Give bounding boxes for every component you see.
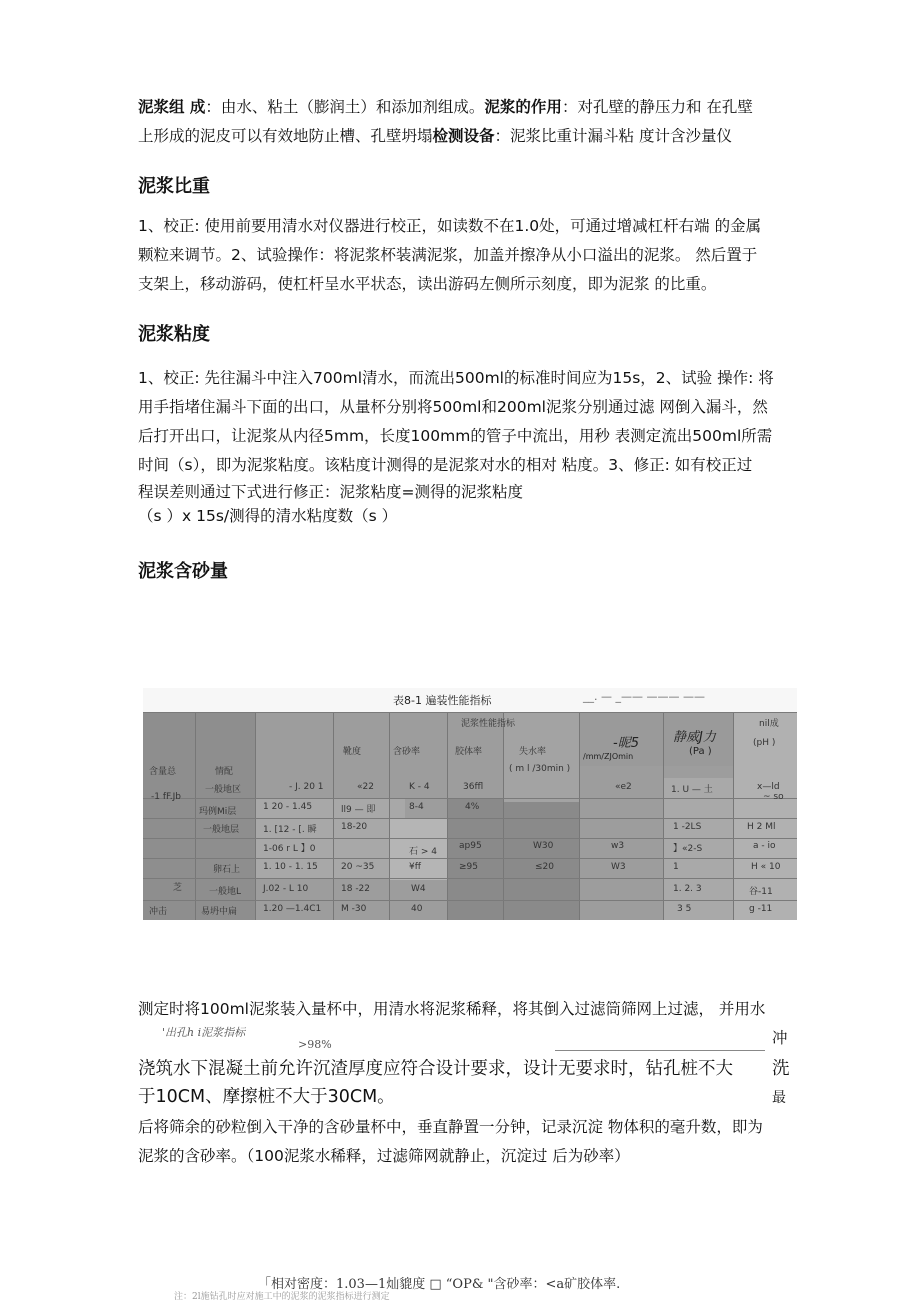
- text-line: 时间（s），即为泥浆粘度。该粘度计测得的是泥浆对水的相对 粘度。3、修正: 如有校正过: [138, 456, 753, 474]
- density-paragraph: [138, 212, 802, 299]
- footer-line: 「相对密度：1.03—1灿貔度 □ “OP& "含砂率：<a矿胶体率.: [258, 1277, 621, 1292]
- viscosity-paragraph: [138, 364, 802, 528]
- table-header-col3-unit: /mm/ZJOmin: [583, 752, 634, 761]
- table-shade: [447, 798, 579, 920]
- after-line-4: 后将筛余的砂粒倒入干净的含砂量杯中，垂直静置一分钟，记录沉淀 物体积的毫升数，即为: [138, 1118, 763, 1136]
- table-grid-line: [143, 878, 797, 879]
- table-left-label: 情配: [215, 767, 234, 777]
- text-line: 用手指堵住漏斗下面的出口，从量杯分别将500ml和200ml泥浆分别通过滤 网倒入漏斗，然: [138, 398, 768, 416]
- table-grid-line: [143, 838, 797, 839]
- table-left-label: 冲击: [149, 907, 168, 917]
- table-grid-line: [143, 900, 797, 901]
- table-grid-line: [143, 798, 797, 799]
- ruled-line: [555, 1050, 765, 1051]
- intro-paragraph: [138, 93, 802, 151]
- table-left-label: -1 fF.Jb: [151, 792, 181, 802]
- table-grid-line: [579, 712, 580, 920]
- table-header-col4-unit: (Pa ): [689, 746, 712, 757]
- section-title-density: 泥浆比重: [138, 176, 210, 197]
- text-line: 后打开出口，让泥浆从内径5mm，长度100mm的管子中流出，用秒 表测定流出500ml所需: [138, 427, 773, 445]
- text-line: 颗粒来调节。2、试验操作：将泥浆杯装满泥浆，加盖并擦净从小口溢出的泥浆。 然后置于: [138, 246, 758, 264]
- table-grid-line: [143, 858, 797, 859]
- table-header-group: 泥浆性能指标: [461, 719, 516, 729]
- table-grid-line: [503, 712, 504, 920]
- table-left-label: 含量总: [149, 767, 177, 777]
- table-title-tail: __. — _—— ——— ——: [583, 690, 705, 703]
- section-title-viscosity: 泥浆粘度: [138, 324, 210, 345]
- table-grid-line: [389, 712, 390, 920]
- text-line: 程误差则通过下式进行修正：泥浆粘度=测得的泥浆粘度: [138, 483, 523, 501]
- char-zui: 最: [772, 1090, 786, 1106]
- text-line: （s ）x 15s/测得的清水粘度数（s ）: [138, 507, 398, 525]
- table-grid-line: [255, 712, 256, 920]
- table-grid-line: [333, 712, 334, 920]
- table-header-water-loss: 失水率: [519, 747, 547, 757]
- table-grid-line: [447, 712, 448, 920]
- footer-note: 注：2l施钻孔时应对施工中的泥浆的泥浆指标进行测定: [174, 1292, 390, 1302]
- char-xi: 洗: [772, 1059, 790, 1079]
- after-line-1: 测定时将100ml泥浆装入量杯中，用清水将泥浆稀释，将其倒入过滤筒筛网上过滤， 并用水: [138, 1000, 766, 1018]
- intro-line-2: 上形成的泥皮可以有效地防止槽、孔壁坍塌检测设备：泥浆比重计漏斗粘 度计含沙量仪: [138, 127, 732, 145]
- table-grid-line: [733, 712, 734, 920]
- text-line: 1、校正: 先往漏斗中注入700ml清水，而流出500ml的标准时间应为15s，2、试验 操作: 将: [138, 369, 774, 387]
- table-header-colloid: 胶体率: [455, 747, 483, 757]
- table-left-label: 玛例Mi层: [199, 807, 237, 817]
- text-line: 1、校正: 使用前要用清水对仪器进行校正，如读数不在1.0处，可通过增减杠杆右端 的金属: [138, 217, 762, 235]
- intro-line-1: 泥浆组 成：由水、粘土（膨润土）和添加剂组成。泥浆的作用：对孔壁的静压力和 在孔壁: [138, 98, 753, 116]
- after-line-3: 于10CM、摩擦桩不大于30CM。: [138, 1087, 395, 1107]
- small-note-2: >98%: [298, 1038, 332, 1051]
- table-header-col4: 静威J力: [673, 730, 716, 745]
- small-note-1: '出孔h i泥浆指标: [162, 1026, 246, 1039]
- table-grid-line: [663, 712, 664, 920]
- scanned-table-image: 表8-1 遍装性能指标 __. — _—— ——— —— 靴度 含砂率 泥浆性能指标 胶体率 失水率 ( m l /30min ) -昵5 /mm/ZJOmin 静威J力 (Pa ) nil成 (pH ) 含量总 -1 fF.Jb 情配 玛例Mi层 芝 冲击 易坍中扁 一般地区 - J. 20 1 «22 K - 4 36ffl «e2 1. U — 土 x—ld 1 20 - 1.45 ll9 — 即 8-4 4% ~ so 一般地层 1. [12 - [. 瞬 18-20 1 -2LS H 2 Ml 1-06 r L 】0 石 > 4 ap95 W30 w3 】«2-S a - io 卵石上 1. 10 - 1. 15 20 ~35 ¥ff ≥95 ≤20 W3 1 H « 10 一般地L J.02 - L 10 18 -22 W4 1. 2. 3 谷-11 1.20 —1.4C1 M -30 40 3 5 g -11: [143, 688, 797, 920]
- table-header-col5-unit: (pH ): [753, 738, 776, 748]
- table-header-water-loss-unit: ( m l /30min ): [509, 764, 571, 774]
- table-title: 表8-1 遍装性能指标: [393, 694, 492, 707]
- table-left-label: 易坍中扁: [201, 907, 238, 917]
- section-title-sand-content: 泥浆含砂量: [138, 561, 228, 582]
- table-grid-line: [143, 712, 797, 713]
- table-header-sand: 含砂率: [393, 747, 421, 757]
- text-line: 支架上，移动游码，使杠杆呈水平状态，读出游码左侧所示刻度，即为泥浆 的比重。: [138, 275, 717, 293]
- table-header-density: 靴度: [343, 747, 362, 757]
- table-left-label: 芝: [173, 883, 183, 893]
- after-line-5: 泥浆的含砂率。（100泥浆水稀释，过滤筛网就静止，沉淀过 后为砂率）: [138, 1147, 630, 1165]
- char-chong: 冲: [772, 1029, 788, 1047]
- table-grid-line: [195, 712, 196, 920]
- table-grid-line: [143, 818, 797, 819]
- table-header-col5: nil成: [759, 719, 779, 729]
- table-header-col3: -昵5: [613, 736, 639, 751]
- after-line-2: 浇筑水下混凝土前允许沉渣厚度应符合设计要求，设计无要求时，钻孔桩不大: [138, 1059, 733, 1079]
